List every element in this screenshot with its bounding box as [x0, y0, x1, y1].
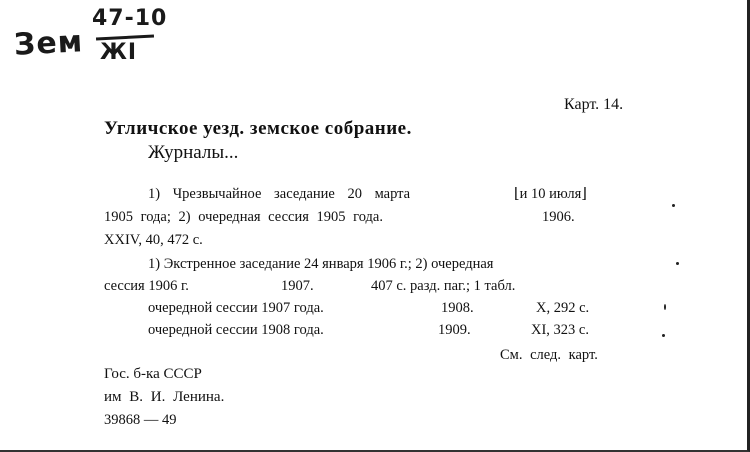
entry-line-7-year: 1909.: [438, 322, 471, 338]
entry-line-5: сессия 1906 г.: [104, 278, 189, 294]
speck: [676, 262, 679, 265]
card-subheading: Журналы...: [148, 142, 239, 163]
speck: [672, 204, 675, 207]
entry-line-6: очередной сессии 1907 года.: [148, 300, 324, 316]
entry-line-2: 1905 года; 2) очередная сессия 1905 года.: [104, 209, 383, 225]
card-number: Карт. 14.: [564, 96, 624, 113]
entry-line-1: 1) Чрезвычайное заседание 20 марта: [148, 186, 411, 202]
entry-line-3: XXIV, 40, 472 с.: [104, 232, 203, 248]
entry-line-1-bracket: ⌊и 10 июля⌋: [514, 186, 587, 202]
entry-line-6-pages: X, 292 с.: [536, 300, 590, 316]
see-next-card: См. след. карт.: [500, 347, 598, 363]
entry-line-5-pages: 407 с. разд. паг.; 1 табл.: [371, 278, 516, 294]
entry-line-7-pages: XI, 323 с.: [531, 322, 589, 338]
library-name-2: им В. И. Ленина.: [104, 389, 225, 405]
card-heading: Угличское уезд. земское собрание.: [104, 118, 412, 139]
library-print-code: 39868 — 49: [104, 412, 177, 428]
entry-line-4: 1) Экстренное заседание 24 января 1906 г.; 2) очередная: [148, 256, 494, 272]
entry-line-6-year: 1908.: [441, 300, 474, 316]
handwritten-shelf-code: ЖI: [100, 40, 138, 65]
entry-line-5-year: 1907.: [281, 278, 314, 294]
speck: [662, 334, 665, 337]
library-name: Гос. б-ка СССР: [104, 366, 202, 382]
entry-line-7: очередной сессии 1908 года.: [148, 322, 324, 338]
handwritten-note: Зем: [13, 24, 85, 63]
speck: [664, 304, 666, 310]
entry-line-2-year: 1906.: [542, 209, 575, 225]
handwritten-shelf-number: 47-10: [92, 6, 168, 31]
